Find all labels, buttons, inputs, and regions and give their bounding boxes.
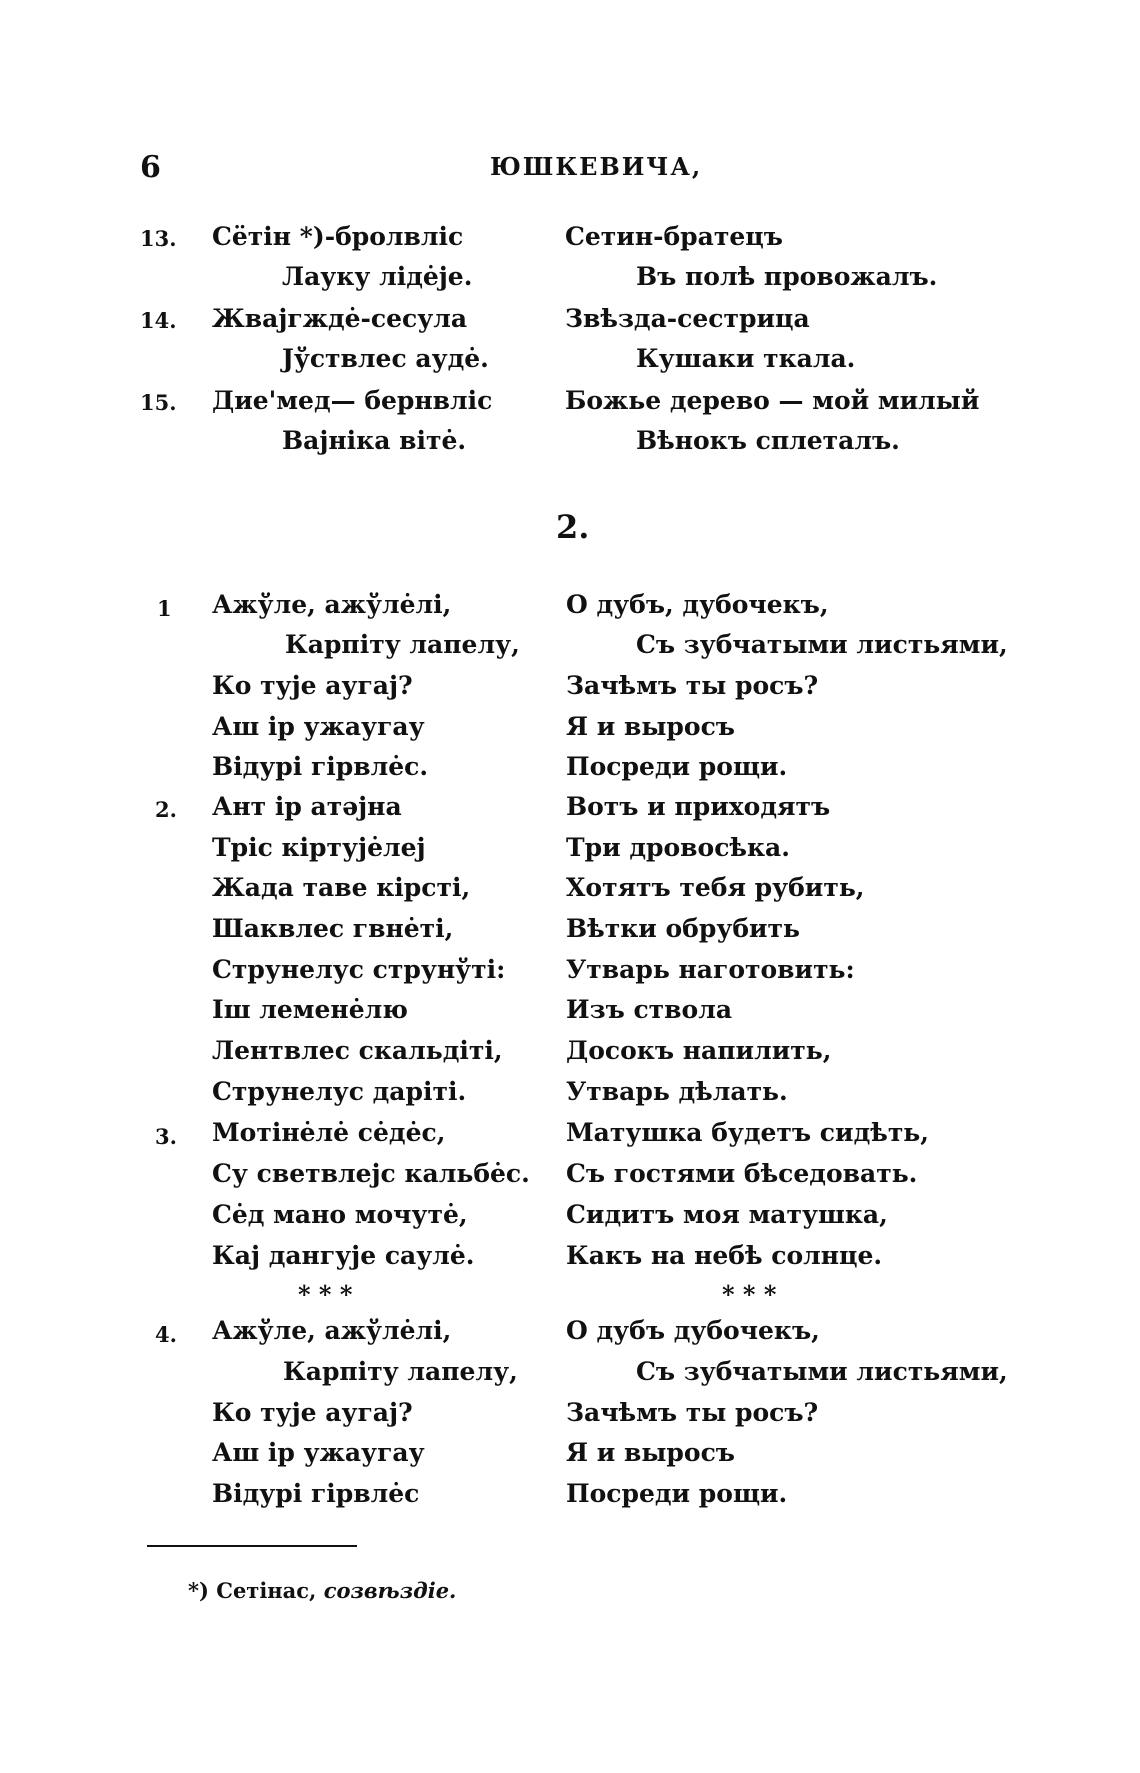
verse-line-lit: Ко тује аугај?: [212, 1398, 413, 1427]
verse-line-rus: Звѣзда-сестрица: [565, 304, 810, 333]
verse-line-lit: Сётін *)-бролвліс: [212, 222, 464, 251]
verse-line-rus: Матушка будетъ сидѣть,: [566, 1118, 929, 1147]
section-separator-left: * * *: [298, 1280, 353, 1309]
verse-line-lit: Карпіту лапелу,: [285, 630, 520, 659]
verse-number: 14.: [140, 308, 177, 333]
verse-line-lit: Су светвлејс кальбėс.: [212, 1159, 530, 1188]
running-title: ЮШКЕВИЧА,: [490, 152, 703, 181]
verse-number: 4.: [155, 1322, 177, 1347]
verse-line-rus: Божье дерево — мой милый: [565, 386, 980, 415]
verse-line-rus: Хотятъ тебя рубить,: [566, 873, 865, 902]
verse-line-rus: Сидитъ моя матушка,: [566, 1200, 888, 1229]
verse-line-rus: Вѣнокъ сплеталъ.: [636, 426, 900, 455]
verse-line-rus: О дубъ, дубочекъ,: [566, 590, 829, 619]
verse-line-rus: Утварь наготовить:: [566, 955, 855, 984]
section-separator-right: * * *: [722, 1280, 777, 1309]
footnote: [188, 1578, 456, 1603]
verse-line-rus: Съ зубчатыми листьями,: [636, 1357, 1008, 1386]
verse-line-rus: Изъ ствола: [566, 995, 733, 1024]
verse-line-rus: Зачѣмъ ты росъ?: [566, 671, 819, 700]
footnote-text: *) Сетінас,: [188, 1578, 317, 1603]
verse-number: 1: [157, 596, 172, 621]
verse-line-rus: Съ гостями бѣседовать.: [566, 1159, 918, 1188]
verse-line-rus: Сетин-братецъ: [565, 222, 783, 251]
verse-line-lit: Жада таве кірсті,: [212, 873, 471, 902]
verse-number: 2.: [155, 797, 177, 822]
verse-line-lit: Відурі гірвлėс: [212, 1479, 420, 1508]
verse-line-lit: Тріс кіртујėлеј: [212, 833, 426, 862]
verse-line-lit: Сėд мано мочутė,: [212, 1200, 468, 1229]
verse-number: 13.: [140, 226, 177, 251]
verse-line-lit: Лентвлес скальдіті,: [212, 1036, 503, 1065]
verse-line-lit: Јўствлес аудė.: [282, 344, 489, 373]
verse-line-rus: Кушаки ткала.: [636, 344, 856, 373]
verse-line-lit: Ант ір атәјна: [212, 792, 402, 821]
verse-line-rus: Вотъ и приходятъ: [566, 792, 831, 821]
verse-line-rus: Вѣтки обрубить: [566, 914, 801, 943]
verse-line-rus: Съ зубчатыми листьями,: [636, 630, 1008, 659]
verse-line-rus: Какъ на небѣ солнце.: [566, 1241, 883, 1270]
verse-line-rus: Въ полѣ провожалъ.: [636, 262, 938, 291]
verse-line-lit: Струнелус даріті.: [212, 1077, 467, 1106]
verse-line-lit: Ко тује аугај?: [212, 671, 413, 700]
verse-line-lit: Кај дангује саулė.: [212, 1241, 475, 1270]
verse-line-lit: Відурі гірвлėс.: [212, 752, 429, 781]
section-number: 2.: [556, 508, 590, 546]
verse-line-lit: Дие'мед— бернвліс: [212, 386, 493, 415]
verse-line-lit: Лауку лідėје.: [282, 262, 473, 291]
verse-line-lit: Іш леменėлю: [212, 995, 408, 1024]
verse-line-lit: Аш ір ужаугау: [212, 712, 425, 741]
verse-line-lit: Карпіту лапелу,: [283, 1357, 518, 1386]
verse-line-rus: Я и выросъ: [566, 712, 735, 741]
verse-line-rus: Я и выросъ: [566, 1438, 735, 1467]
verse-line-lit: Аш ір ужаугау: [212, 1438, 425, 1467]
verse-number: 15.: [140, 390, 177, 415]
verse-line-rus: Досокъ напилить,: [566, 1036, 832, 1065]
verse-line-lit: Вајніка вітė.: [282, 426, 467, 455]
verse-line-rus: Утварь дѣлать.: [566, 1077, 788, 1106]
verse-line-rus: Три дровосѣка.: [566, 833, 790, 862]
verse-line-lit: Жвајгждė-сесула: [212, 304, 468, 333]
verse-line-rus: Зачѣмъ ты росъ?: [566, 1398, 819, 1427]
verse-line-rus: Посреди рощи.: [566, 752, 788, 781]
verse-line-lit: Ажўле, ажўлėлі,: [212, 1316, 452, 1345]
verse-number: 3.: [155, 1124, 177, 1149]
footnote-rule: [147, 1545, 357, 1547]
verse-line-rus: Посреди рощи.: [566, 1479, 788, 1508]
verse-line-lit: Ажўле, ажўлėлі,: [212, 590, 452, 619]
page-number: 6: [140, 150, 161, 185]
verse-line-lit: Мотінėлė сėдėс,: [212, 1118, 446, 1147]
footnote-gloss: созвѣздіе.: [323, 1578, 457, 1603]
verse-line-lit: Шаквлес гвнėті,: [212, 914, 454, 943]
verse-line-rus: О дубъ дубочекъ,: [566, 1316, 820, 1345]
verse-line-lit: Струнелус струнўті:: [212, 955, 506, 984]
